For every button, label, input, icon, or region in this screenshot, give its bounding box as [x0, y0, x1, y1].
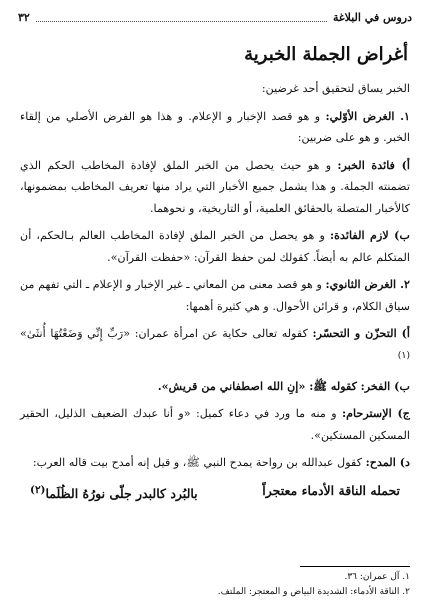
secondary-purpose	[20, 274, 410, 317]
intro-paragraph: الخبر يساق لتحقيق أحد غرضين:	[261, 82, 410, 95]
benefit-heading: أ) فائدة الخبر:	[337, 157, 410, 172]
header-dots	[36, 13, 327, 22]
pride-heading: ب) الفخر:	[360, 378, 410, 393]
secondary-purpose-text: و هو قصد معنى من المعاني ـ غير الإخبار و الإعلام ـ التي تفهم من سياق الكلام، و قرائن الأحوال. و هي كثيرة أهمها:	[20, 278, 410, 313]
page-number: ٣٢	[18, 10, 30, 24]
poem-first-hemistich: تحمله الناقة الأدماء معتجراً	[262, 482, 400, 498]
footnote-1: ١. آل عمران: ٣٦.	[344, 572, 410, 582]
poem-second-hemistich	[30, 480, 198, 505]
praise-paragraph	[20, 452, 410, 474]
grief-text: كقوله تعالى حكاية عن امرأة عمران: «رَبِّ إِنِّي وَضَعْتُهَا أُنثَىٰ»	[20, 327, 308, 340]
grief-heading: أ) التحزّن و التحسّر:	[312, 326, 411, 340]
secondary-purpose-heading: ٢. الغرض الثانوي:	[325, 277, 410, 291]
footnote-2: ٢. الناقة الأدماء: الشديدة البياض و المعتجر: الملتف.	[217, 587, 410, 597]
mercy-paragraph	[20, 403, 410, 446]
benefit-requisite-heading: ب) لازم الفائدة:	[330, 228, 410, 242]
footnote-ref-1[interactable]: (١)	[397, 349, 410, 361]
praise-heading: د) المدح:	[365, 455, 410, 470]
benefit-text: و هو حيث يحصل من الخبر الملق لإفادة المخاطب الحكم الذي تضمنته الجملة. و هذا يشمل جميع الأخبار التي يراد منها تعريف المخاطب بمضمونها، كالأخبار المتصلة بالحقائق العلمية، أو التاريخية، و نحوهما.	[20, 158, 410, 215]
section-title: أغراض الجملة الخبرية	[244, 44, 408, 65]
body-text	[20, 78, 410, 504]
book-title: دروس في البلاغة	[333, 10, 412, 24]
benefit-requisite-text: و هو يحصل من الخبر الملق لإفادة المخاطب العالم بـالحكم، أن المتكلم عالم به أيضاً. كقولك لمن حفظ القرآن: «حفظت القرآن».	[20, 229, 410, 264]
mercy-heading: ج) الإسترحام:	[341, 406, 410, 421]
running-header	[18, 8, 412, 26]
praise-text: كقول عبدالله بن رواحة يمدح النبي ﷺ، و قيل إنه أمدح بيت قاله العرب:	[32, 456, 363, 470]
footnote-divider	[300, 566, 410, 567]
benefit-paragraph	[20, 155, 410, 220]
pride-paragraph	[20, 376, 410, 398]
primary-purpose	[20, 106, 410, 149]
footnotes	[20, 570, 410, 600]
footnote-ref-2[interactable]: (٢)	[30, 483, 46, 496]
grief-paragraph	[20, 323, 410, 370]
primary-purpose-text: و هو قصد الإخبار و الإعلام. و هذا هو الفرض الأصلي من إلقاء الخبر. و هو على ضربين:	[20, 109, 410, 144]
poem-second-text: بالبُرد كالبدر جلّى نورُهُ الظُلَما	[45, 485, 198, 501]
poem-verse	[20, 480, 410, 505]
benefit-requisite-paragraph	[20, 225, 410, 268]
primary-purpose-heading: ١. الغرض الأوّلي:	[325, 108, 411, 123]
mercy-text: و منه ما ورد في دعاء كميل: «و أنا عبدك الضعيف الذليل، الحقير المسكين المستكين».	[20, 407, 410, 442]
pride-text: كقوله ﷺ: «إنِ الله اصطفاني من قريش».	[157, 378, 358, 393]
